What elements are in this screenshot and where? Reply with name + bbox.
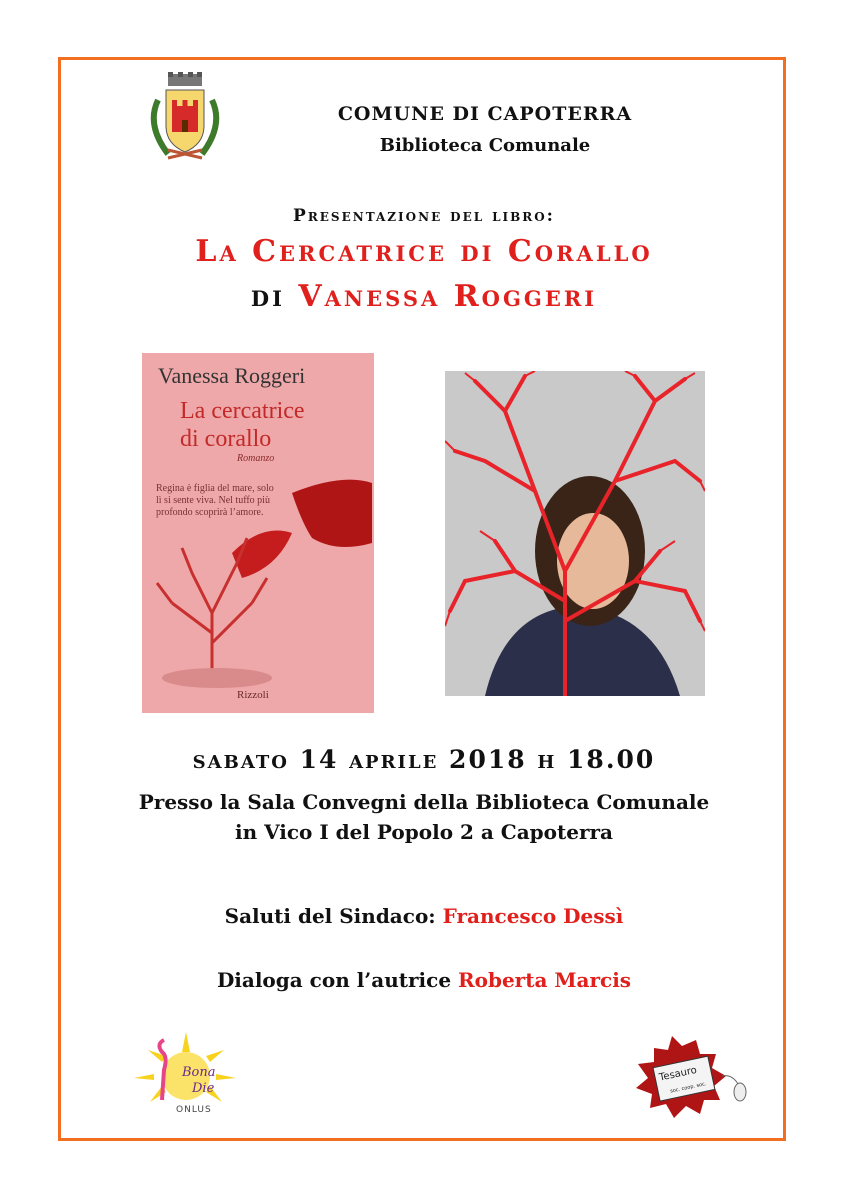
tesauro-text: Tesauro — [658, 1064, 698, 1084]
author-line — [0, 279, 848, 314]
cover-author: Vanessa Roggeri — [158, 363, 306, 388]
cover-title-line2: di corallo — [180, 426, 272, 452]
author-with-coral-illustration — [445, 371, 705, 696]
bona-die-onlus-logo — [126, 1030, 244, 1116]
book-cover-image — [142, 353, 374, 713]
tesauro-subtext: soc. coop. soc. — [669, 1081, 708, 1095]
tesauro-logo — [612, 1034, 758, 1120]
author-photo — [445, 371, 705, 696]
mouse-icon — [734, 1083, 746, 1101]
greetings-line — [0, 904, 848, 928]
dialogue-label: Dialoga con l’autrice — [216, 968, 452, 992]
capoterra-coat-of-arms — [138, 70, 232, 170]
presentation-intro: Presentazione del libro: — [293, 206, 555, 226]
venue-line-1: Presso la Sala Convegni della Biblioteca Comunale — [138, 790, 710, 814]
author-prefix: di — [250, 279, 285, 314]
cover-blurb: Regina è figlia del mare, solo lì si sente viva. Nel tuffo più profondo scoprirà l’amore. — [156, 483, 274, 518]
municipality-name: COMUNE DI CAPOTERRA — [337, 103, 633, 125]
cover-title-line1: La cercatrice — [180, 398, 305, 424]
book-title: La Cercatrice di Corallo — [195, 234, 653, 269]
author-name: Vanessa Roggeri — [298, 279, 598, 314]
library-name: Biblioteca Comunale — [379, 135, 591, 156]
moderator-name: Roberta Marcis — [458, 968, 632, 992]
onlus-text: ONLUS — [176, 1105, 212, 1115]
venue-line-2: in Vico I del Popolo 2 a Capoterra — [235, 820, 613, 844]
bona-text: Bona — [182, 1065, 216, 1080]
cover-genre: Romanzo — [237, 453, 275, 464]
die-text: Die — [192, 1081, 215, 1096]
mayor-name: Francesco Dessì — [442, 904, 624, 928]
event-date-time: sabato 14 aprile 2018 h 18.00 — [192, 745, 656, 774]
cover-title — [180, 397, 305, 453]
cover-publisher: Rizzoli — [237, 689, 269, 701]
greetings-label: Saluti del Sindaco: — [224, 904, 436, 928]
dialogue-line — [0, 968, 848, 992]
